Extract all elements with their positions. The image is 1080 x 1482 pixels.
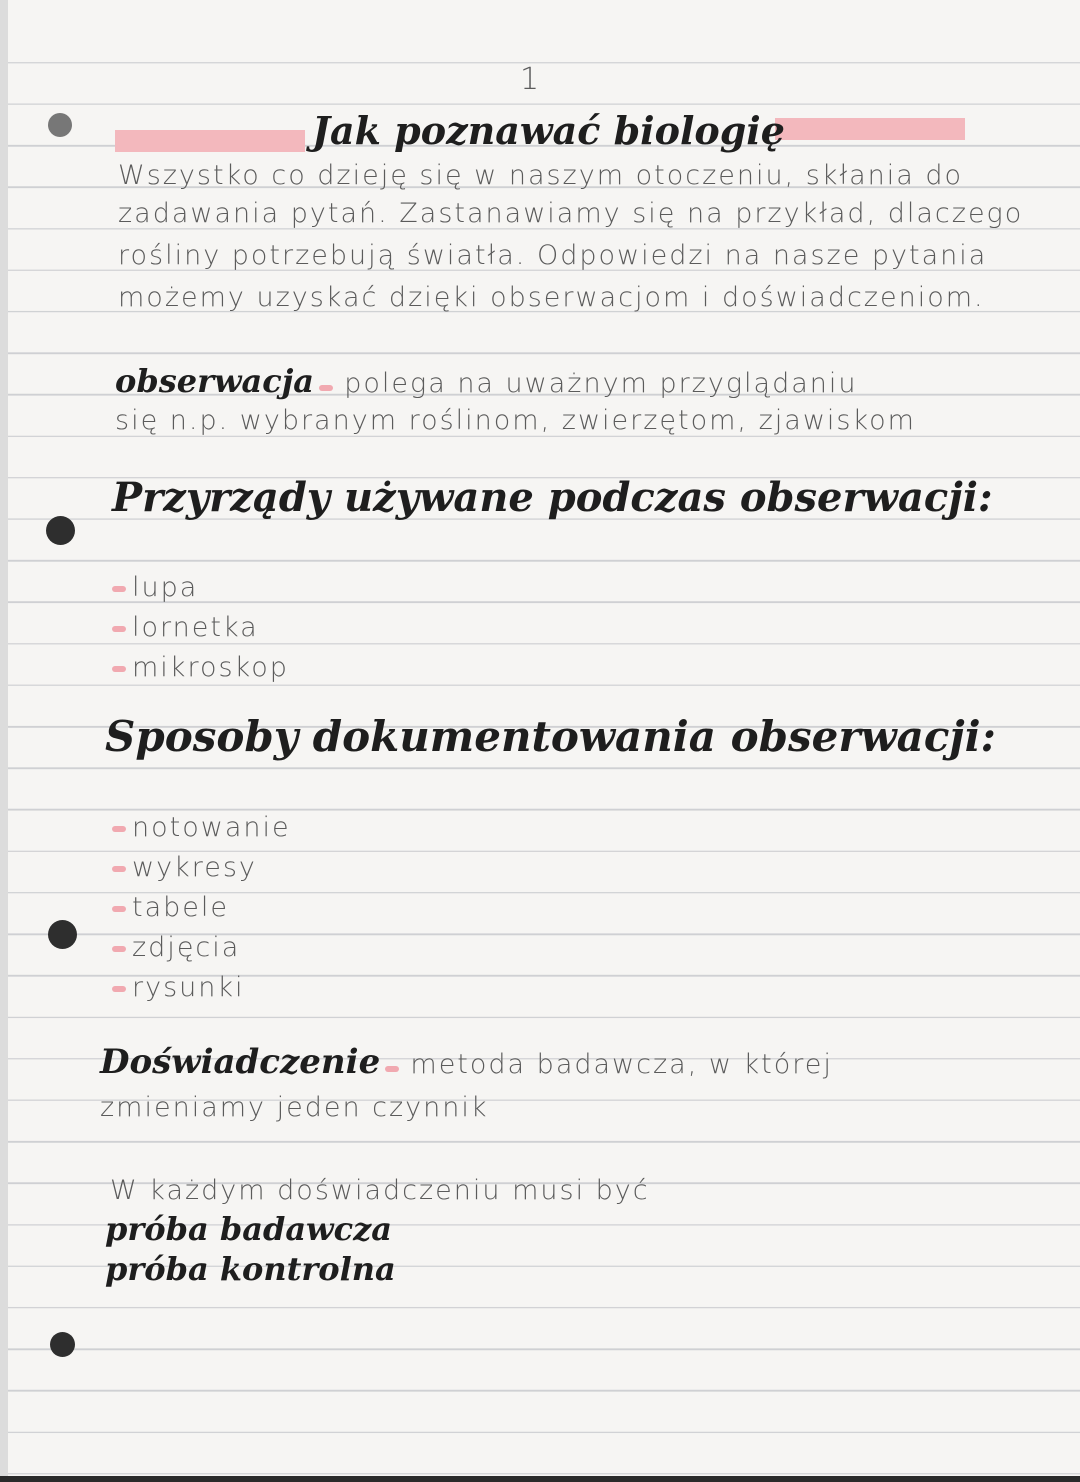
experiment-definition bbox=[100, 1042, 833, 1082]
sample-research: próba badawcza bbox=[105, 1210, 392, 1248]
experiment-term: Doświadczenie bbox=[100, 1042, 381, 1082]
punch-hole bbox=[48, 113, 72, 137]
pink-dash bbox=[319, 385, 333, 391]
bullet bbox=[112, 586, 126, 592]
pink-dash bbox=[385, 1066, 399, 1072]
title-highlight-right bbox=[775, 118, 965, 140]
sample-control: próba kontrolna bbox=[105, 1250, 396, 1288]
list-item: notowanie bbox=[112, 812, 291, 843]
documenting-heading: Sposoby dokumentowania obserwacji: bbox=[105, 712, 997, 761]
observation-text: polega na uważnym przyglądaniu bbox=[344, 368, 858, 399]
bullet bbox=[112, 826, 126, 832]
intro-line: Wszystko co dzieję się w naszym otoczeniu, skłania do bbox=[118, 160, 964, 191]
intro-line: rośliny potrzebują światła. Odpowiedzi na nasze pytania bbox=[118, 240, 988, 271]
bullet bbox=[112, 626, 126, 632]
bullet bbox=[112, 986, 126, 992]
punch-hole bbox=[46, 516, 75, 545]
observation-text: się n.p. wybranym roślinom, zwierzętom, zjawiskom bbox=[115, 405, 916, 436]
experiment-text: zmieniamy jeden czynnik bbox=[100, 1092, 489, 1123]
page-number: 1 bbox=[520, 62, 542, 97]
punch-hole bbox=[50, 1332, 75, 1357]
observation-definition bbox=[115, 362, 858, 400]
experiment-text: metoda badawcza, w której bbox=[410, 1049, 833, 1080]
list-item: lornetka bbox=[112, 612, 259, 643]
tools-heading: Przyrządy używane podczas obserwacji: bbox=[112, 474, 993, 521]
bullet bbox=[112, 866, 126, 872]
list-item: wykresy bbox=[112, 852, 257, 883]
observation-term: obserwacja bbox=[115, 362, 315, 400]
intro-line: zadawania pytań. Zastanawiamy się na przykład, dlaczego bbox=[118, 198, 1024, 229]
punch-hole bbox=[48, 920, 77, 949]
list-item: tabele bbox=[112, 892, 229, 923]
paper-edge bbox=[0, 0, 8, 1482]
list-item: mikroskop bbox=[112, 652, 289, 683]
intro-line: możemy uzyskać dzięki obserwacjom i doświadczeniom. bbox=[118, 282, 985, 313]
list-item: zdjęcia bbox=[112, 932, 240, 963]
title-highlight-left bbox=[115, 130, 305, 152]
experiment-requirement: W każdym doświadczeniu musi być bbox=[110, 1175, 650, 1206]
bullet bbox=[112, 906, 126, 912]
page-bottom-border bbox=[0, 1476, 1080, 1482]
page-title: Jak poznawać biologię bbox=[312, 108, 785, 153]
bullet bbox=[112, 946, 126, 952]
bullet bbox=[112, 666, 126, 672]
list-item: lupa bbox=[112, 572, 198, 603]
list-item: rysunki bbox=[112, 972, 245, 1003]
